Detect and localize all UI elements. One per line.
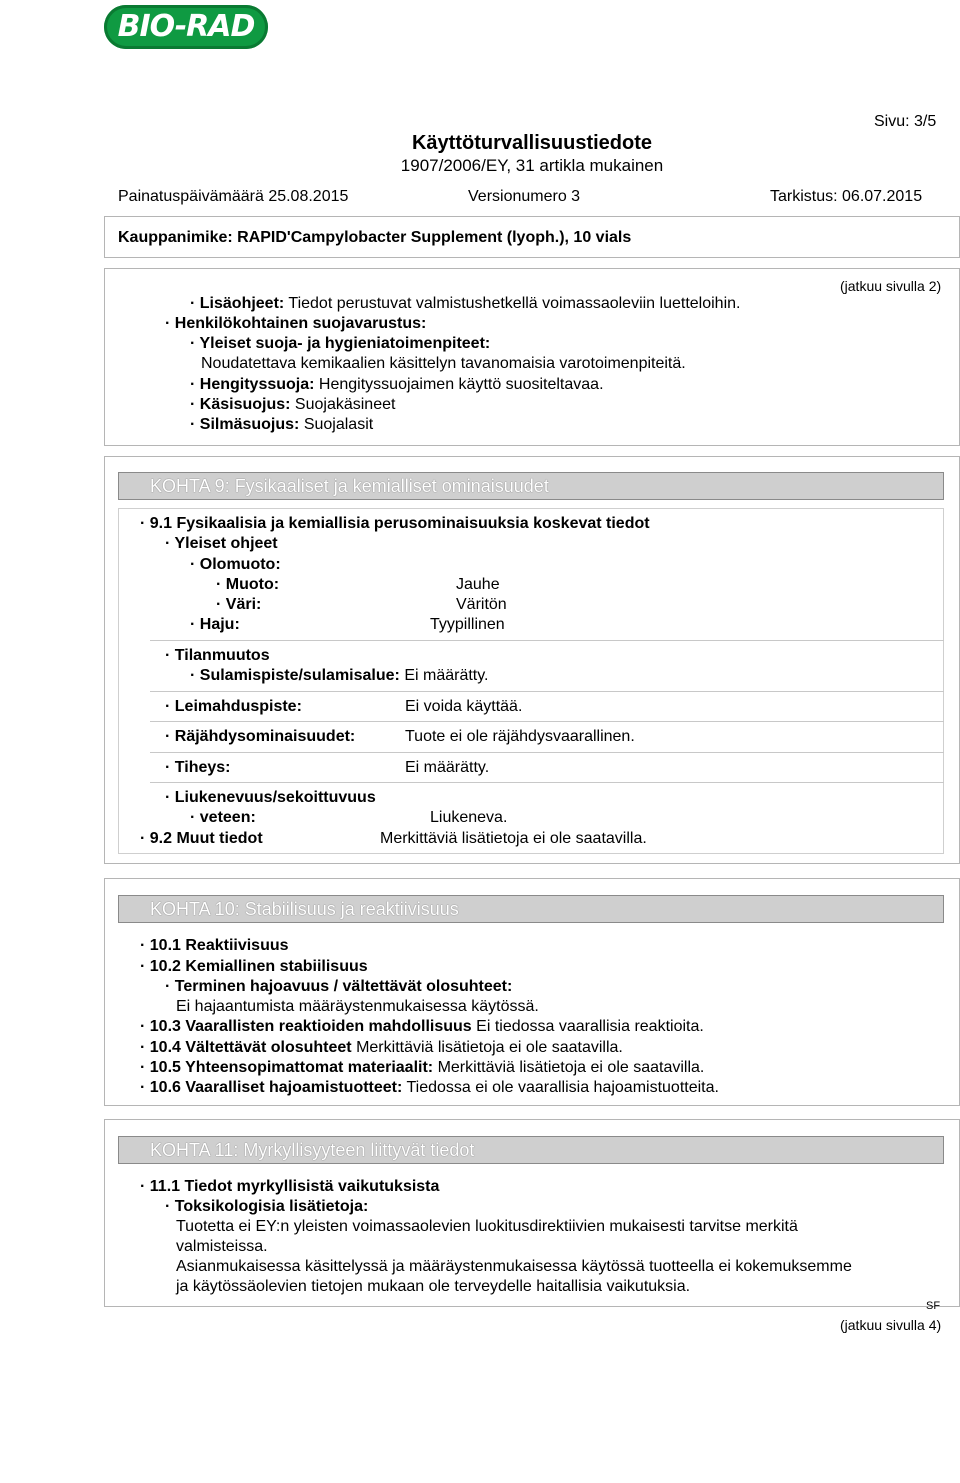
decomposition-products-line: · 10.6 Vaaralliset hajoamistuotteet: Tiedossa ei ole vaarallisia hajoamistuotteita. bbox=[140, 1079, 719, 1096]
separator bbox=[150, 782, 944, 783]
respiratory-line: · Hengityssuoja: Hengityssuojaimen käyttö suositeltavaa. bbox=[190, 376, 604, 393]
toxicology-text-line: Asianmukaisessa käsittelyssä ja määräystenmukaisessa käytössä tuotteella ei kokemuksemme bbox=[176, 1258, 852, 1275]
water-label: · veteen: bbox=[190, 809, 256, 826]
hygiene-text: Noudatettava kemikaalien käsittelyn tavanomaisia varotoimenpiteitä. bbox=[201, 355, 686, 372]
toxicological-effects-heading: · 11.1 Tiedot myrkyllisistä vaikutuksista bbox=[140, 1178, 440, 1195]
appearance-heading: · Olomuoto: bbox=[190, 556, 281, 573]
page-number: Sivu: 3/5 bbox=[874, 113, 937, 130]
form-value: Jauhe bbox=[456, 576, 500, 593]
odour-value: Tyypillinen bbox=[430, 616, 505, 633]
form-label: · Muoto: bbox=[216, 576, 280, 593]
state-change-heading: · Tilanmuutos bbox=[165, 647, 270, 664]
general-heading: · Yleiset ohjeet bbox=[165, 535, 278, 552]
bio-rad-logo bbox=[104, 5, 268, 49]
separator bbox=[150, 721, 944, 722]
stability-heading: · 10.2 Kemiallinen stabiilisuus bbox=[140, 958, 368, 975]
conditions-to-avoid-line: · 10.4 Vältettävät olosuhteet Merkittäviä lisätietoja ei ole saatavilla. bbox=[140, 1039, 623, 1056]
document-title: Käyttöturvallisuustiedote bbox=[411, 132, 653, 154]
water-value: Liukeneva. bbox=[430, 809, 508, 826]
density-value: Ei määrätty. bbox=[405, 759, 490, 776]
hazardous-reactions-line: · 10.3 Vaarallisten reaktioiden mahdollisuus Ei tiedossa vaarallisia reaktioita. bbox=[140, 1018, 704, 1035]
toxicology-text-line: ja käytössäolevien tietojen mukaan ole terveydelle haitallisia vaikutuksia. bbox=[176, 1278, 691, 1295]
ppe-heading: · Henkilökohtainen suojavarustus: bbox=[165, 315, 427, 332]
toxicology-text-line: Tuotetta ei EY:n yleisten voimassaolevien luokitusdirektiivien mukaisesti tarvitse merkitä bbox=[176, 1218, 798, 1235]
hygiene-heading: · Yleiset suoja- ja hygieniatoimenpiteet: bbox=[190, 335, 491, 352]
density-label: · Tiheys: bbox=[165, 759, 231, 776]
reactivity-heading: · 10.1 Reaktiivisuus bbox=[140, 937, 289, 954]
solubility-heading: · Liukenevuus/sekoittuvuus bbox=[165, 789, 376, 806]
melting-point-line: · Sulamispiste/sulamisalue: Ei määrätty. bbox=[190, 667, 489, 684]
language-code: SF bbox=[926, 1300, 941, 1312]
incompatible-materials-line: · 10.5 Yhteensopimattomat materiaalit: Merkittäviä lisätietoja ei ole saatavilla. bbox=[140, 1059, 705, 1076]
continues-on: (jatkuu sivulla 4) bbox=[840, 1317, 942, 1333]
section-11-title: KOHTA 11: Myrkyllisyyteen liittyvät tiedot bbox=[118, 1136, 944, 1164]
print-date: Painatuspäivämäärä 25.08.2015 bbox=[118, 188, 349, 205]
section-9-2-label: · 9.2 Muut tiedot bbox=[140, 830, 263, 847]
section-9-1-heading: · 9.1 Fysikaalisia ja kemiallisia perusominaisuuksia koskevat tiedot bbox=[140, 515, 650, 532]
separator bbox=[150, 691, 944, 692]
continued-from: (jatkuu sivulla 2) bbox=[840, 278, 942, 294]
flash-point-value: Ei voida käyttää. bbox=[405, 698, 523, 715]
explosive-value: Tuote ei ole räjähdysvaarallinen. bbox=[405, 728, 635, 745]
section-9-title: KOHTA 9: Fysikaaliset ja kemialliset ominaisuudet bbox=[118, 472, 944, 500]
additional-info-line: · Lisäohjeet: Tiedot perustuvat valmistushetkellä voimassaoleviin luetteloihin. bbox=[190, 295, 741, 312]
toxicological-info-heading: · Toksikologisia lisätietoja: bbox=[165, 1198, 369, 1215]
separator bbox=[150, 640, 944, 641]
odour-label: · Haju: bbox=[190, 616, 240, 633]
version-number: Versionumero 3 bbox=[468, 188, 581, 205]
trade-name: Kauppanimike: RAPID'Campylobacter Supplement (lyoph.), 10 vials bbox=[118, 229, 632, 246]
explosive-label: · Räjähdysominaisuudet: bbox=[165, 728, 356, 745]
hand-protection-line: · Käsisuojus: Suojakäsineet bbox=[190, 396, 396, 413]
section-10-title: KOHTA 10: Stabiilisuus ja reaktiivisuus bbox=[118, 895, 944, 923]
document-subtitle: 1907/2006/EY, 31 artikla mukainen bbox=[400, 156, 664, 175]
separator bbox=[150, 752, 944, 753]
eye-protection-line: · Silmäsuojus: Suojalasit bbox=[190, 416, 374, 433]
thermal-decomposition-label: · Terminen hajoavuus / vältettävät olosuhteet: bbox=[165, 978, 513, 995]
logo-text: BIO-RAD bbox=[117, 9, 255, 44]
revision-date: Tarkistus: 06.07.2015 bbox=[770, 188, 923, 205]
section-9-2-value: Merkittäviä lisätietoja ei ole saatavilla. bbox=[380, 830, 647, 847]
colour-label: · Väri: bbox=[216, 596, 262, 613]
colour-value: Väritön bbox=[456, 596, 507, 613]
toxicology-text-line: valmisteissa. bbox=[176, 1238, 268, 1255]
flash-point-label: · Leimahduspiste: bbox=[165, 698, 302, 715]
thermal-decomposition-value: Ei hajaantumista määräystenmukaisessa käytössä. bbox=[176, 998, 539, 1015]
